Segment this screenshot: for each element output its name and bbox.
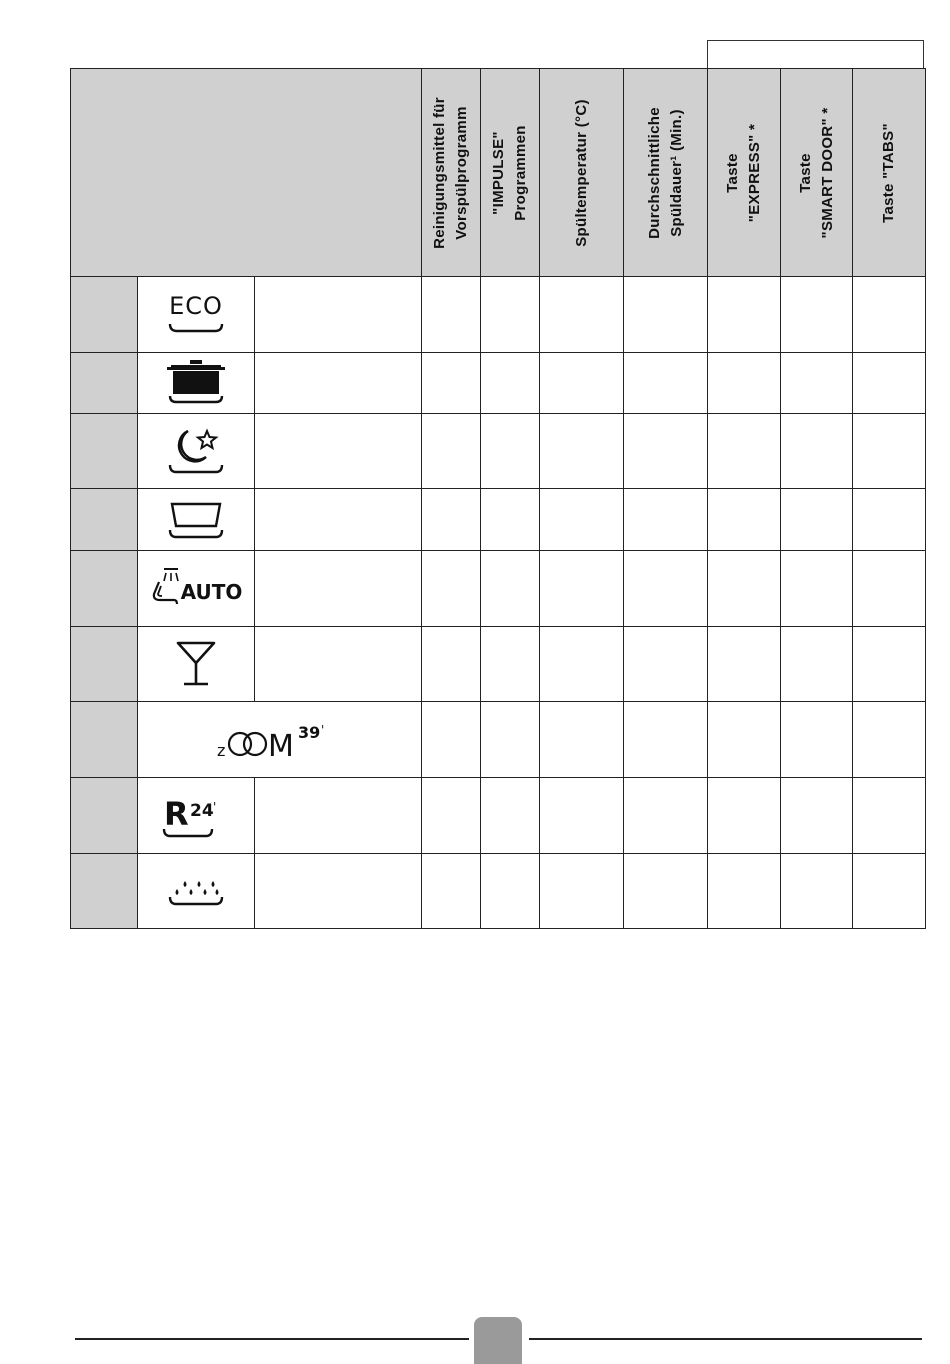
svg-text:24: 24 bbox=[190, 800, 214, 821]
pot-icon bbox=[166, 358, 226, 408]
auto-spray-icon: AUTO bbox=[150, 566, 243, 606]
row-number-cell bbox=[71, 627, 138, 702]
program-name-cell bbox=[255, 854, 422, 929]
header-blank-cell bbox=[71, 69, 422, 277]
table-row bbox=[71, 778, 926, 854]
header-duration: Durchschnittliche Spüldauer¹ (Min.) bbox=[624, 69, 708, 277]
program-icon-cell bbox=[138, 854, 255, 929]
header-impulse: "IMPULSE" Programmen bbox=[481, 69, 540, 277]
program-name-cell bbox=[255, 353, 422, 414]
program-icon-cell bbox=[138, 489, 255, 551]
row-number-cell bbox=[71, 778, 138, 854]
svg-text:': ' bbox=[213, 799, 217, 814]
header-tabs: Taste "TABS" bbox=[853, 69, 926, 277]
wine-glass-icon bbox=[166, 639, 226, 689]
eco-icon: ECO bbox=[168, 292, 224, 338]
program-icon-cell bbox=[138, 627, 255, 702]
header-temperature: Spültemperatur (°C) bbox=[540, 69, 624, 277]
row-number-cell bbox=[71, 489, 138, 551]
header-top-box bbox=[707, 40, 924, 68]
night-moon-star-icon bbox=[166, 425, 226, 477]
program-icon-cell bbox=[138, 778, 255, 854]
footer-line-left bbox=[75, 1338, 469, 1340]
row-number-cell bbox=[71, 551, 138, 627]
basin-icon bbox=[166, 498, 226, 542]
svg-text:M: M bbox=[267, 728, 294, 762]
svg-text:z: z bbox=[216, 740, 225, 760]
program-name-cell bbox=[255, 627, 422, 702]
table-row bbox=[71, 353, 926, 414]
program-name-cell bbox=[255, 489, 422, 551]
program-icon-cell bbox=[138, 414, 255, 489]
row-number-cell bbox=[71, 702, 138, 778]
footer-line-right bbox=[529, 1338, 922, 1340]
row-number-cell bbox=[71, 277, 138, 353]
header-detergent-prewash: Reinigungsmittel für Vorspülprogramm bbox=[422, 69, 481, 277]
table-row bbox=[71, 277, 926, 353]
program-icon-cell bbox=[138, 353, 255, 414]
table-row bbox=[71, 414, 926, 489]
svg-text:R: R bbox=[164, 794, 189, 833]
row-number-cell bbox=[71, 353, 138, 414]
program-name-cell bbox=[255, 277, 422, 353]
page-number-badge bbox=[474, 1317, 522, 1364]
table-row bbox=[71, 627, 926, 702]
svg-text:': ' bbox=[320, 722, 324, 737]
program-name-cell bbox=[255, 778, 422, 854]
program-name-cell bbox=[255, 414, 422, 489]
zoom-39-icon bbox=[215, 718, 345, 762]
program-name-cell bbox=[255, 551, 422, 627]
header-row bbox=[71, 69, 926, 277]
table-row bbox=[71, 551, 926, 627]
rapid-24-icon bbox=[160, 789, 232, 843]
program-icon-cell bbox=[138, 277, 255, 353]
program-icon-cell bbox=[138, 551, 255, 627]
row-number-cell bbox=[71, 854, 138, 929]
table-row bbox=[71, 489, 926, 551]
header-smart-door: Taste "SMART DOOR" * bbox=[781, 69, 853, 277]
svg-text:39: 39 bbox=[297, 722, 320, 742]
prewash-drops-icon bbox=[166, 871, 226, 911]
program-table bbox=[70, 68, 926, 929]
table-row bbox=[71, 854, 926, 929]
program-icon-cell bbox=[138, 702, 422, 778]
table-row bbox=[71, 702, 926, 778]
header-express: Taste "EXPRESS" * bbox=[708, 69, 781, 277]
row-number-cell bbox=[71, 414, 138, 489]
